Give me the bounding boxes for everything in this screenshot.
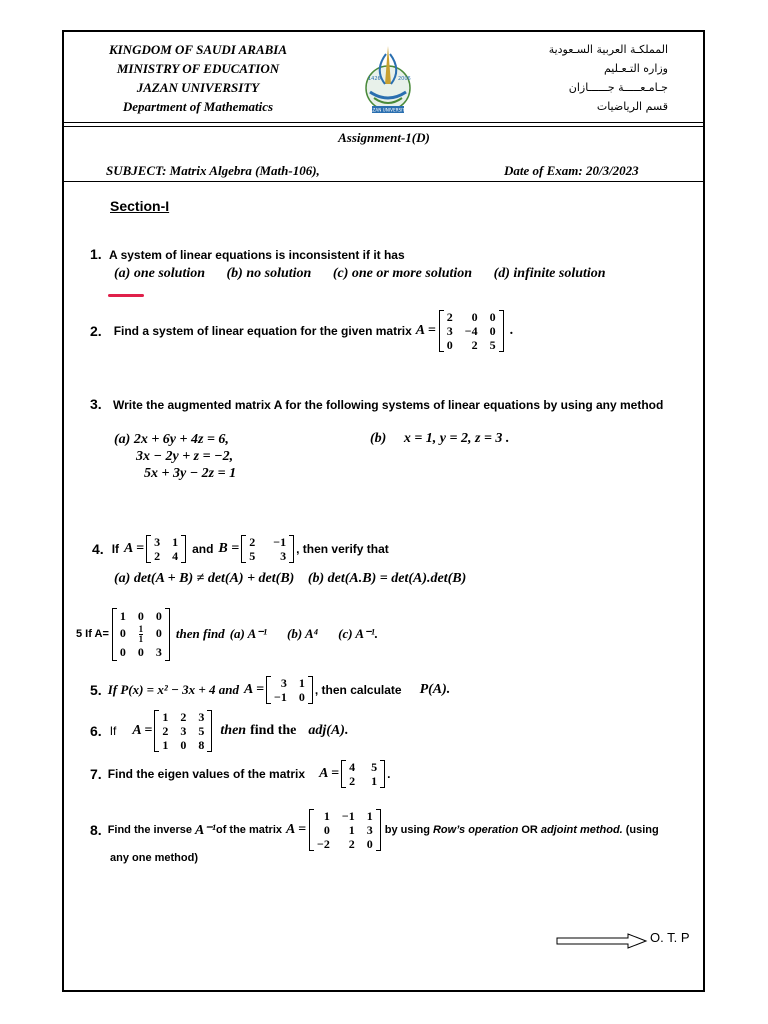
matrix-cell: −2 xyxy=(317,837,330,851)
q5a-matrix xyxy=(112,608,170,661)
q5b-number: 5. xyxy=(90,682,102,698)
q3-eq-1: 2x + 6y + 4z = 6, xyxy=(133,432,229,447)
question-5-first xyxy=(76,606,378,662)
header-en-line-4: Department of Mathematics xyxy=(122,99,274,114)
red-pen-mark xyxy=(108,294,144,297)
q8-number: 8. xyxy=(90,822,102,838)
matrix-cell: 0 xyxy=(323,823,330,837)
section-title: Section-I xyxy=(110,198,170,214)
q6-find: find the xyxy=(250,723,297,738)
q1-option-a: (a) one solution xyxy=(114,266,206,281)
matrix-cell: 1 xyxy=(323,809,330,823)
q6-text: If xyxy=(109,724,117,738)
q5b-text: If P(x) = x² − 3x + 4 and xyxy=(107,682,239,697)
next-page-arrow-icon xyxy=(556,933,648,949)
q4-matrix-b xyxy=(241,535,294,563)
subject-line: SUBJECT: Matrix Algebra (Math-106), xyxy=(106,163,320,178)
matrix-cell: 3 xyxy=(446,324,453,338)
header-en-line-1: KINGDOM OF SAUDI ARABIA xyxy=(108,42,288,57)
matrix-cell: −1 xyxy=(273,535,287,549)
matrix-cell: 1 xyxy=(348,823,355,837)
logo-caption: JAZAN UNIVERSITY xyxy=(368,107,408,113)
header-en-block xyxy=(78,40,318,116)
logo-year-left: 1426 xyxy=(368,76,381,82)
matrix-cell: 2 xyxy=(162,724,169,738)
q8-adjoint: adjoint method. xyxy=(540,824,623,836)
matrix-cell: 1 xyxy=(162,710,169,724)
matrix-cell-fraction xyxy=(138,625,144,644)
matrix-cell: 0 xyxy=(119,644,126,659)
q5b-tail: , then calculate xyxy=(314,683,402,697)
header-ar-line-4: قسم الرياضيات xyxy=(596,100,668,113)
q8-text-pre: Find the inverse xyxy=(107,824,193,836)
matrix-cell: 0 xyxy=(137,644,144,659)
matrix-cell: 0 xyxy=(298,690,305,704)
q5a-part-c: (c) A⁻¹. xyxy=(338,626,379,641)
university-logo xyxy=(360,40,416,120)
q5a-part-a: (a) A⁻¹ xyxy=(229,626,268,641)
matrix-cell: 3 xyxy=(180,724,187,738)
matrix-cell: 0 xyxy=(489,324,496,338)
q8-inverse: A⁻¹ xyxy=(195,822,216,838)
matrix-cell: 3 xyxy=(154,535,161,549)
matrix-cell: 3 xyxy=(280,676,287,690)
matrix-cell: 4 xyxy=(172,549,179,563)
q5b-matrix xyxy=(266,676,313,704)
matrix-cell: 0 xyxy=(489,310,496,324)
frac-den: 1 xyxy=(138,633,144,644)
q1-option-c: (c) one or more solution xyxy=(332,266,473,281)
q7-lhs: A = xyxy=(319,766,340,781)
matrix-cell: 2 xyxy=(348,837,355,851)
q4-a-lhs: A = xyxy=(124,541,145,556)
matrix-cell: 1 xyxy=(371,774,378,788)
header-rule-1 xyxy=(64,122,703,123)
q4-number: 4. xyxy=(92,541,104,557)
q4-tail: , then verify that xyxy=(296,542,389,556)
matrix-cell: 1 xyxy=(162,738,169,752)
matrix-cell: 5 xyxy=(371,760,378,774)
matrix-cell: 3 xyxy=(198,710,205,724)
header-en-line-3: JAZAN UNIVERSITY xyxy=(136,80,260,95)
matrix-cell: 2 xyxy=(249,535,256,549)
q5b-target: P(A). xyxy=(419,682,451,697)
q6-matrix xyxy=(154,710,212,752)
q4-parts xyxy=(114,571,466,587)
q3-part-a xyxy=(114,431,236,482)
matrix-cell: 4 xyxy=(349,760,356,774)
q2-number: 2. xyxy=(90,323,102,339)
q3-number: 3. xyxy=(90,396,102,412)
matrix-cell: 0 xyxy=(471,310,478,324)
q3-b-text: x = 1, y = 2, z = 3 . xyxy=(403,431,510,446)
q3-a-label: (a) xyxy=(114,432,131,447)
q2-tail: . xyxy=(509,323,514,338)
q2-text: Find a system of linear equation for the given matrix xyxy=(113,324,412,338)
question-6 xyxy=(90,706,348,756)
q1-option-b: (b) no solution xyxy=(226,266,312,281)
matrix-cell: 3 xyxy=(155,644,162,659)
q1-options xyxy=(114,266,606,282)
q5a-part-b: (b) A⁴ xyxy=(287,626,319,641)
header-en-line-2: MINISTRY OF EDUCATION xyxy=(116,61,280,76)
question-5-second xyxy=(90,674,450,706)
q7-matrix xyxy=(341,760,385,788)
q6-target: adj(A). xyxy=(308,723,349,738)
q4-part-a: (a) det(A + B) ≠ det(A) + det(B) xyxy=(114,571,295,586)
logo-year-right: 2006 xyxy=(398,76,411,82)
matrix-cell: 0 xyxy=(119,625,126,640)
matrix-cell: 3 xyxy=(280,549,287,563)
q8-matrix xyxy=(309,809,381,851)
question-8 xyxy=(90,806,659,854)
header-ar-block xyxy=(488,40,668,116)
matrix-cell: 0 xyxy=(446,338,453,352)
q8-text-post2: (using xyxy=(625,824,659,836)
q4-part-b: (b) det(A.B) = det(A).det(B) xyxy=(307,571,467,586)
header-ar-line-1: المملكـة العربية السـعودية xyxy=(548,43,668,56)
frac-num: 1 xyxy=(138,623,144,634)
matrix-cell: 3 xyxy=(366,823,373,837)
matrix-cell: 1 xyxy=(298,676,305,690)
q5a-then: then find xyxy=(175,626,225,641)
q4-matrix-a xyxy=(146,535,186,563)
q1-option-d: (d) infinite solution xyxy=(493,266,606,281)
q5b-lhs: A = xyxy=(244,682,265,697)
q3-eq-2: 3x − 2y + z = −2, xyxy=(136,449,234,464)
matrix-cell: 1 xyxy=(366,809,373,823)
exam-date: Date of Exam: 20/3/2023 xyxy=(504,163,639,178)
assignment-title: Assignment-1(D) xyxy=(338,130,430,145)
q8-line-2: any one method) xyxy=(110,852,199,864)
q3-part-b xyxy=(370,431,509,447)
question-4 xyxy=(92,532,389,566)
header-ar-line-2: وزاره التـعـليم xyxy=(603,62,668,75)
q7-number: 7. xyxy=(90,766,102,782)
q3-b-label: (b) xyxy=(370,431,387,446)
matrix-cell: 1 xyxy=(172,535,179,549)
q8-or: OR xyxy=(521,824,538,836)
q1-text: A system of linear equations is inconsistent if it has xyxy=(109,248,405,262)
header-ar-line-3: جـامـعـــــة جــــــازان xyxy=(568,81,668,94)
matrix-cell: 0 xyxy=(180,738,187,752)
matrix-cell: 8 xyxy=(198,738,205,752)
matrix-cell: 0 xyxy=(155,608,162,623)
subject-rule xyxy=(64,181,703,182)
matrix-cell: 2 xyxy=(180,710,187,724)
q2-matrix xyxy=(439,310,504,352)
q4-and: and xyxy=(192,542,214,556)
matrix-cell: 5 xyxy=(198,724,205,738)
question-7 xyxy=(90,758,390,790)
q4-b-lhs: B = xyxy=(218,541,240,556)
matrix-cell: −4 xyxy=(464,324,478,338)
q2-lhs: A = xyxy=(415,323,436,338)
question-1 xyxy=(90,246,405,262)
matrix-cell: 2 xyxy=(446,310,453,324)
matrix-cell: 2 xyxy=(154,549,161,563)
q6-number: 6. xyxy=(90,723,102,739)
matrix-cell: 0 xyxy=(366,837,373,851)
q8-text-mid: of the matrix xyxy=(215,824,282,836)
question-3 xyxy=(90,396,663,412)
q8-text-post1: by using xyxy=(384,824,430,836)
matrix-cell: 1 xyxy=(119,608,126,623)
matrix-cell: 5 xyxy=(249,549,256,563)
q4-if: If xyxy=(111,542,120,556)
q8-lhs: A = xyxy=(286,822,307,837)
q7-text: Find the eigen values of the matrix xyxy=(107,767,306,781)
matrix-cell: −1 xyxy=(274,690,287,704)
header-rule-2 xyxy=(64,126,703,127)
q5a-label: 5 If A= xyxy=(76,628,109,640)
matrix-cell: 2 xyxy=(471,338,478,352)
q7-tail: . xyxy=(387,767,391,781)
q8-rows-op: Row’s operation xyxy=(432,824,519,836)
q6-lhs: A = xyxy=(132,723,153,738)
matrix-cell: 2 xyxy=(349,774,356,788)
over-the-page-note: O. T. P xyxy=(650,930,690,945)
matrix-cell: 5 xyxy=(489,338,496,352)
q1-number: 1. xyxy=(90,246,102,262)
q3-eq-3: 5x + 3y − 2z = 1 xyxy=(144,466,237,481)
matrix-cell: −1 xyxy=(341,809,355,823)
question-2 xyxy=(90,306,513,356)
matrix-cell: 0 xyxy=(137,608,144,623)
q6-then: then xyxy=(220,723,247,738)
matrix-cell: 0 xyxy=(155,625,162,640)
q3-text: Write the augmented matrix A for the following systems of linear equations by using any method xyxy=(113,398,664,412)
